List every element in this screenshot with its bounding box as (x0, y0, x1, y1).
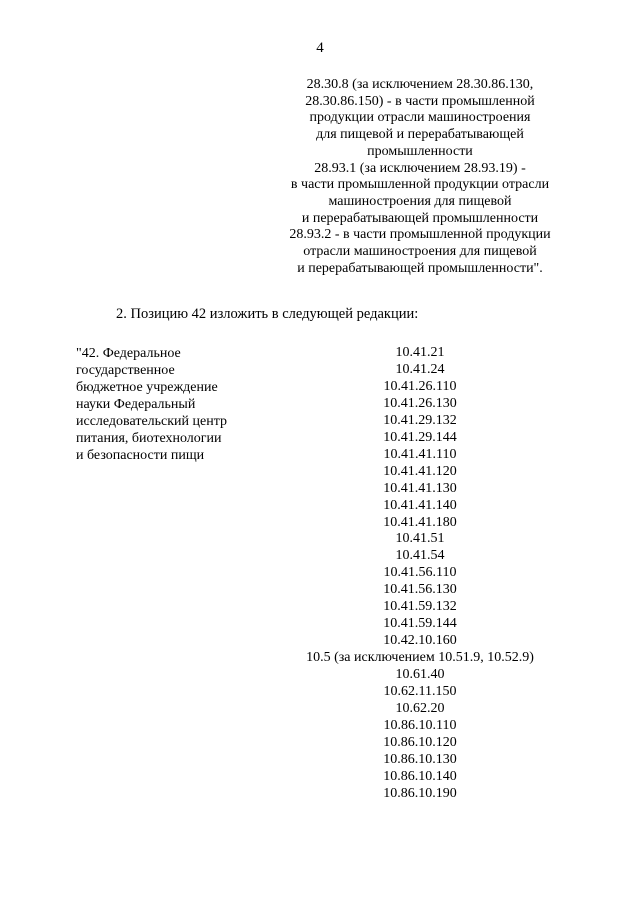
code-line: 10.41.41.180 (383, 514, 457, 530)
code-line: 10.86.10.110 (383, 717, 457, 733)
continued-codes-block (270, 77, 570, 277)
code-line: 10.62.20 (395, 701, 445, 717)
code-line: 10.42.10.160 (383, 633, 457, 649)
code-line: 10.41.59.144 (383, 616, 457, 632)
amendment-instruction: 2. Позицию 42 изложить в следующей редакции: (116, 306, 419, 322)
organization-line: исследовательский центр (76, 414, 228, 429)
text-line: отрасли машиностроения для пищевой (303, 244, 537, 260)
code-line: 10.41.41.130 (383, 480, 457, 496)
code-line: 10.41.51 (395, 531, 445, 547)
organization-line: "42. Федеральное (76, 346, 181, 361)
code-line: 10.41.56.130 (383, 582, 457, 598)
text-line: 28.93.1 (за исключением 28.93.19) - (314, 160, 526, 176)
code-line: 10.41.29.144 (383, 429, 457, 445)
page-number: 4 (316, 40, 324, 56)
code-line: 10.61.40 (395, 667, 445, 683)
code-line: 10.86.10.140 (383, 768, 457, 784)
organization-line: и безопасности пищи (76, 448, 205, 463)
code-line: 10.41.21 (395, 345, 445, 360)
organization-line: питания, биотехнологии (76, 431, 222, 446)
code-line: 10.86.10.130 (383, 751, 457, 767)
code-line: 10.41.41.140 (383, 497, 457, 513)
code-line: 10.86.10.120 (383, 734, 457, 750)
code-line: 10.41.41.110 (383, 446, 457, 462)
organization-name-block (76, 345, 227, 464)
text-line: 28.93.2 - в части промышленной продукции (289, 227, 551, 243)
text-line: для пищевой и перерабатывающей (316, 127, 524, 143)
organization-line: науки Федеральный (76, 397, 196, 412)
text-line: и перерабатывающей промышленности". (297, 260, 543, 276)
code-line: 10.5 (за исключением 10.51.9, 10.52.9) (306, 650, 534, 666)
code-line: 10.41.41.120 (383, 463, 457, 479)
code-line: 10.41.54 (395, 548, 445, 564)
code-line: 10.41.59.132 (383, 599, 457, 615)
code-line: 10.41.29.132 (383, 412, 457, 428)
text-line: и перерабатывающей промышленности (301, 210, 539, 226)
organization-line: бюджетное учреждение (76, 380, 218, 395)
code-line: 10.41.56.110 (383, 565, 457, 581)
text-line: 28.30.86.150) - в части промышленной (305, 93, 535, 109)
code-line: 10.86.10.190 (383, 785, 457, 801)
text-line: продукции отрасли машиностроения (309, 110, 531, 126)
code-line: 10.41.26.110 (383, 378, 457, 394)
code-line: 10.41.24 (395, 361, 445, 377)
text-line: 28.30.8 (за исключением 28.30.86.130, (306, 77, 534, 92)
organization-line: государственное (76, 363, 175, 378)
code-line: 10.62.11.150 (383, 684, 457, 700)
text-line: машиностроения для пищевой (328, 193, 512, 209)
text-line: в части промышленной продукции отрасли (290, 177, 550, 193)
text-line: промышленности (367, 143, 473, 159)
okpd-codes-block (270, 345, 570, 803)
code-line: 10.41.26.130 (383, 395, 457, 411)
